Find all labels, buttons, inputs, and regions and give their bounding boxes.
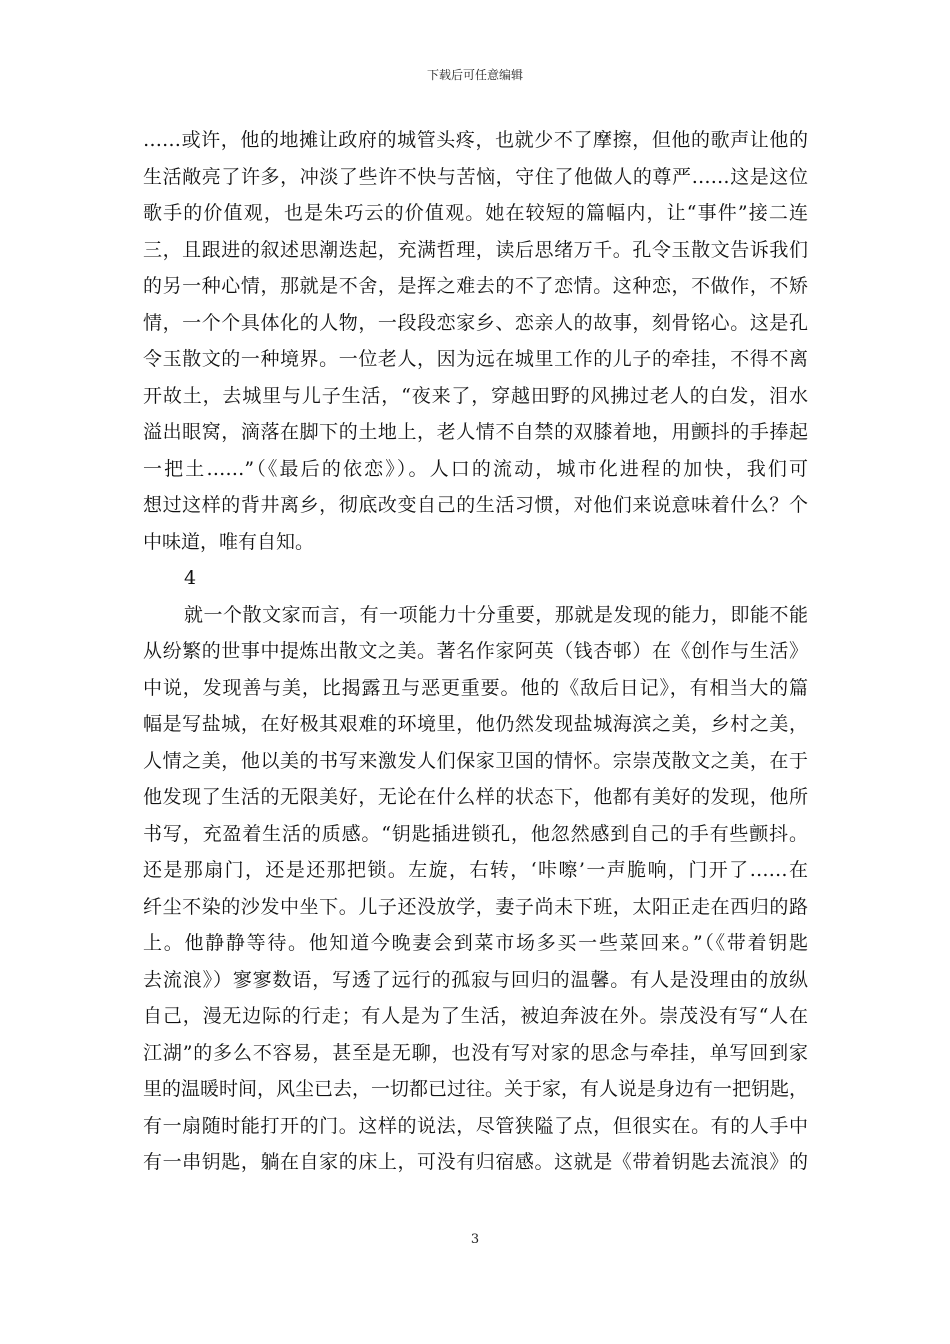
text-line: 中味道，唯有自知。 — [143, 530, 315, 553]
text-line: 生活敞亮了许多，冲淡了些许不快与苦恼，守住了他做人的尊严……这是这位 — [143, 165, 808, 188]
text-line: 还是那扇门，还是还那把锁。左旋，右转，‘咔嚓’一声脆响，门开了……在 — [143, 859, 808, 881]
text-line: 里的温暖时间，风尘已去，一切都已过往。关于家，有人说是身边有一把钥匙， — [143, 1078, 809, 1100]
text-line: 令玉散文的一种境界。一位老人，因为远在城里工作的儿子的牵挂，不得不离 — [143, 348, 808, 370]
text-line: ……或许，他的地摊让政府的城管头疼，也就少不了摩擦，但他的歌声让他的 — [143, 129, 808, 151]
text-line: 幅是写盐城，在好极其艰难的环境里，他仍然发现盐城海滨之美，乡村之美， — [143, 713, 808, 735]
text-line: 人情之美，他以美的书写来激发人们保家卫国的情怀。宗崇茂散文之美，在于 — [143, 749, 808, 772]
text-line: 一把土……”（《最后的依恋》）。人口的流动，城市化进程的加快，我们可 — [143, 457, 808, 480]
text-line: 的另一种心情，那就是不舍，是挥之难去的不了恋情。这种恋，不做作，不矫 — [143, 275, 808, 297]
document-body — [143, 122, 808, 1181]
text-line: 上。他静静等待。他知道今晚妻会到菜市场多买一些菜回来。”（《带着钥匙 — [143, 932, 808, 954]
text-line: 情，一个个具体化的人物，一段段恋家乡、恋亲人的故事，刻骨铭心。这是孔 — [143, 311, 808, 334]
text-line: 中说，发现善与美，比揭露丑与恶更重要。他的《敌后日记》，有相当大的篇 — [143, 676, 808, 699]
text-line: 有一扇随时能打开的门。这样的说法，尽管狭隘了点，但很实在。有的人手中 — [143, 1114, 808, 1137]
text-line: 他发现了生活的无限美好，无论在什么样的状态下，他都有美好的发现，他所 — [143, 786, 808, 808]
text-line: 溢出眼窝，滴落在脚下的土地上，老人情不自禁的双膝着地，用颤抖的手捧起 — [143, 421, 808, 443]
text-line: 自己，漫无边际的行走；有人是为了生活，被迫奔波在外。崇茂没有写“人在 — [143, 1005, 808, 1027]
text-line: 想过这样的背井离乡，彻底改变自己的生活习惯，对他们来说意味着什么？个 — [143, 494, 808, 516]
text-line: 去流浪》）寥寥数语，写透了远行的孤寂与回归的温馨。有人是没理由的放纵 — [143, 968, 808, 991]
section-number: 4 — [184, 567, 197, 589]
text-line: 歌手的价值观，也是朱巧云的价值观。她在较短的篇幅内，让“事件”接二连 — [143, 202, 808, 224]
text-line: 江湖”的多么不容易，甚至是无聊，也没有写对家的思念与牵挂，单写回到家 — [143, 1041, 808, 1064]
page-header: 下载后可任意编辑 — [426, 68, 523, 82]
text-line: 纤尘不染的沙发中坐下。儿子还没放学，妻子尚未下班，太阳正走在西归的路 — [143, 895, 808, 918]
text-line: 书写，充盈着生活的质感。“钥匙插进锁孔，他忽然感到自己的手有些颤抖。 — [143, 822, 808, 845]
page-number: 3 — [470, 1232, 480, 1247]
text-line: 就一个散文家而言，有一项能力十分重要，那就是发现的能力，即能不能 — [184, 603, 808, 626]
text-line: 三，且跟进的叙述思潮迭起，充满哲理，读后思绪万千。孔令玉散文告诉我们 — [143, 238, 808, 261]
text-line: 开故土，去城里与儿子生活，“夜来了，穿越田野的风拂过老人的白发，泪水 — [143, 384, 808, 407]
text-line: 从纷繁的世事中提炼出散文之美。著名作家阿英（钱杏邨）在《创作与生活》 — [143, 640, 808, 662]
text-line: 有一串钥匙，躺在自家的床上，可没有归宿感。这就是《带着钥匙去流浪》的 — [143, 1151, 808, 1173]
